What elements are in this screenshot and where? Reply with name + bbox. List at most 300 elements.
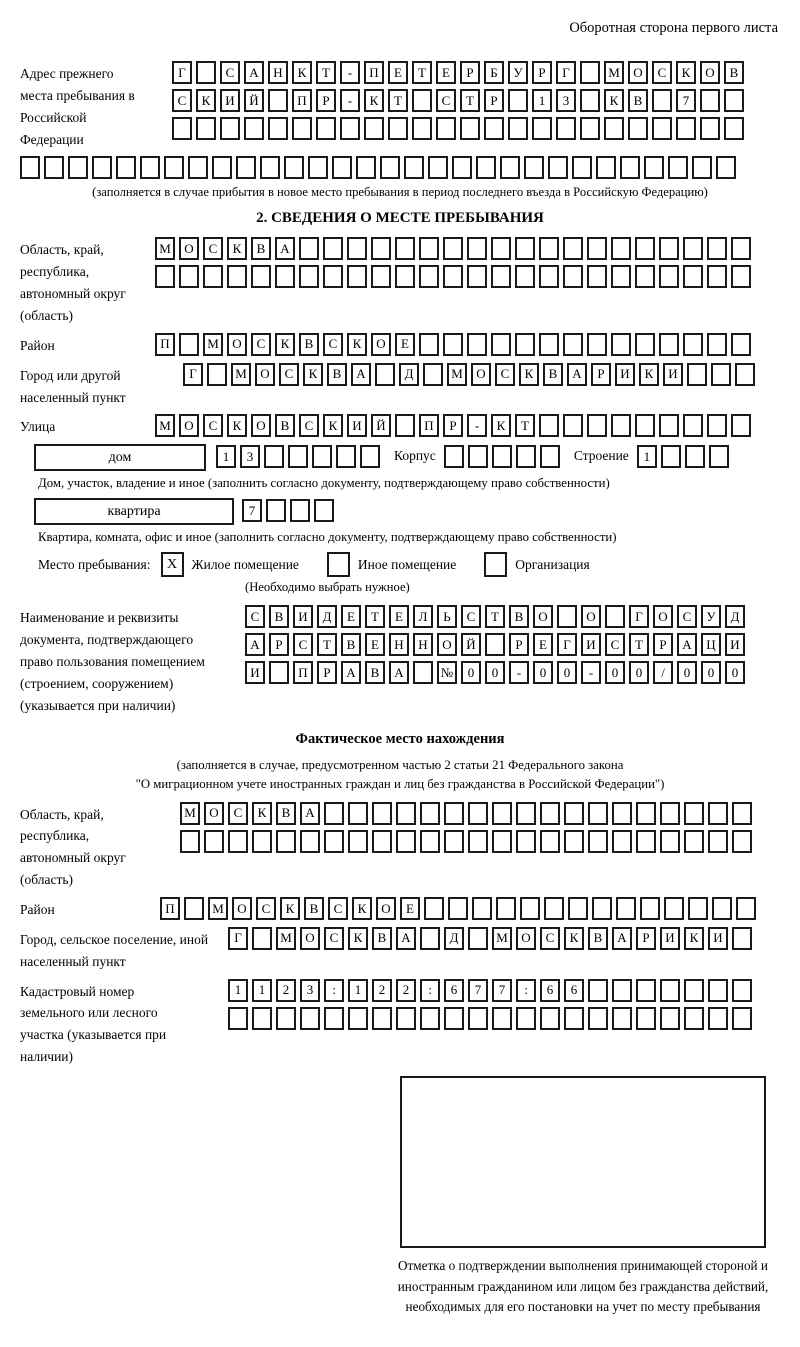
form-cell[interactable]: [596, 156, 616, 179]
form-cell[interactable]: [548, 156, 568, 179]
form-cell[interactable]: О: [533, 605, 553, 628]
form-cell[interactable]: С: [436, 89, 456, 112]
form-cell[interactable]: С: [677, 605, 697, 628]
form-cell[interactable]: Б: [484, 61, 504, 84]
form-cell[interactable]: [275, 265, 295, 288]
form-cell[interactable]: С: [461, 605, 481, 628]
form-cell[interactable]: О: [251, 414, 271, 437]
form-cell[interactable]: С: [172, 89, 192, 112]
form-cell[interactable]: [712, 897, 732, 920]
form-cell[interactable]: [419, 265, 439, 288]
form-cell[interactable]: О: [700, 61, 720, 84]
form-cell[interactable]: [443, 333, 463, 356]
form-cell[interactable]: [587, 414, 607, 437]
form-cell[interactable]: [443, 265, 463, 288]
form-cell[interactable]: [314, 499, 334, 522]
form-cell[interactable]: [324, 830, 344, 853]
form-cell[interactable]: И: [347, 414, 367, 437]
form-cell[interactable]: П: [155, 333, 175, 356]
form-cell[interactable]: М: [203, 333, 223, 356]
form-cell[interactable]: [227, 265, 247, 288]
form-cell[interactable]: [228, 1007, 248, 1030]
form-cell[interactable]: Д: [444, 927, 464, 950]
form-cell[interactable]: К: [676, 61, 696, 84]
form-cell[interactable]: [491, 333, 511, 356]
form-cell[interactable]: [413, 661, 433, 684]
form-cell[interactable]: [188, 156, 208, 179]
form-cell[interactable]: 1: [252, 979, 272, 1002]
form-cell[interactable]: К: [227, 414, 247, 437]
form-cell[interactable]: Г: [629, 605, 649, 628]
form-cell[interactable]: В: [299, 333, 319, 356]
form-cell[interactable]: И: [725, 633, 745, 656]
form-cell[interactable]: [611, 414, 631, 437]
form-cell[interactable]: И: [663, 363, 683, 386]
form-cell[interactable]: 2: [276, 979, 296, 1002]
form-cell[interactable]: [372, 802, 392, 825]
form-cell[interactable]: 2: [396, 979, 416, 1002]
form-cell[interactable]: С: [203, 414, 223, 437]
form-cell[interactable]: [563, 265, 583, 288]
form-cell[interactable]: [659, 414, 679, 437]
form-cell[interactable]: [484, 117, 504, 140]
form-cell[interactable]: [644, 156, 664, 179]
form-cell[interactable]: Е: [341, 605, 361, 628]
form-cell[interactable]: [539, 333, 559, 356]
form-cell[interactable]: С: [328, 897, 348, 920]
form-cell[interactable]: [395, 265, 415, 288]
form-cell[interactable]: У: [701, 605, 721, 628]
form-cell[interactable]: [424, 897, 444, 920]
form-cell[interactable]: [564, 1007, 584, 1030]
form-cell[interactable]: [636, 1007, 656, 1030]
form-cell[interactable]: [172, 117, 192, 140]
form-cell[interactable]: К: [352, 897, 372, 920]
form-cell[interactable]: [544, 897, 564, 920]
form-cell[interactable]: Т: [460, 89, 480, 112]
form-cell[interactable]: [299, 237, 319, 260]
form-cell[interactable]: [323, 265, 343, 288]
form-cell[interactable]: О: [371, 333, 391, 356]
form-cell[interactable]: [179, 265, 199, 288]
stay-option-residential-checkbox[interactable]: X: [161, 552, 184, 577]
form-cell[interactable]: [395, 414, 415, 437]
form-cell[interactable]: [420, 1007, 440, 1030]
form-cell[interactable]: [419, 237, 439, 260]
form-cell[interactable]: М: [155, 414, 175, 437]
form-cell[interactable]: [396, 802, 416, 825]
form-cell[interactable]: [360, 445, 380, 468]
form-cell[interactable]: [207, 363, 227, 386]
form-cell[interactable]: А: [567, 363, 587, 386]
form-cell[interactable]: [467, 265, 487, 288]
form-cell[interactable]: [164, 156, 184, 179]
form-cell[interactable]: 0: [677, 661, 697, 684]
form-cell[interactable]: [684, 979, 704, 1002]
form-cell[interactable]: С: [652, 61, 672, 84]
form-cell[interactable]: [708, 830, 728, 853]
form-cell[interactable]: [716, 156, 736, 179]
form-cell[interactable]: [92, 156, 112, 179]
form-cell[interactable]: [661, 445, 681, 468]
form-cell[interactable]: [508, 89, 528, 112]
form-cell[interactable]: -: [581, 661, 601, 684]
form-cell[interactable]: [731, 414, 751, 437]
form-cell[interactable]: О: [471, 363, 491, 386]
form-cell[interactable]: [711, 363, 731, 386]
form-cell[interactable]: [563, 414, 583, 437]
form-cell[interactable]: [276, 830, 296, 853]
form-cell[interactable]: [395, 237, 415, 260]
form-cell[interactable]: В: [327, 363, 347, 386]
form-cell[interactable]: В: [275, 414, 295, 437]
form-cell[interactable]: [428, 156, 448, 179]
form-cell[interactable]: [300, 1007, 320, 1030]
form-cell[interactable]: П: [293, 661, 313, 684]
form-cell[interactable]: [676, 117, 696, 140]
form-cell[interactable]: [468, 802, 488, 825]
form-cell[interactable]: [685, 445, 705, 468]
form-cell[interactable]: [140, 156, 160, 179]
form-cell[interactable]: [636, 830, 656, 853]
form-cell[interactable]: [684, 802, 704, 825]
form-cell[interactable]: /: [653, 661, 673, 684]
form-cell[interactable]: [683, 414, 703, 437]
form-cell[interactable]: 0: [701, 661, 721, 684]
form-cell[interactable]: [732, 802, 752, 825]
form-cell[interactable]: [516, 830, 536, 853]
form-cell[interactable]: [588, 830, 608, 853]
form-cell[interactable]: 0: [461, 661, 481, 684]
form-cell[interactable]: [251, 265, 271, 288]
form-cell[interactable]: [683, 265, 703, 288]
form-cell[interactable]: [587, 265, 607, 288]
form-cell[interactable]: [204, 830, 224, 853]
form-cell[interactable]: В: [724, 61, 744, 84]
form-cell[interactable]: [492, 445, 512, 468]
form-cell[interactable]: [515, 265, 535, 288]
form-cell[interactable]: [324, 802, 344, 825]
form-cell[interactable]: В: [543, 363, 563, 386]
form-cell[interactable]: Ь: [437, 605, 457, 628]
form-cell[interactable]: С: [323, 333, 343, 356]
stay-option-other-checkbox[interactable]: [327, 552, 350, 577]
form-cell[interactable]: [508, 117, 528, 140]
form-cell[interactable]: [312, 445, 332, 468]
form-cell[interactable]: 7: [242, 499, 262, 522]
form-cell[interactable]: [252, 830, 272, 853]
form-cell[interactable]: М: [447, 363, 467, 386]
form-cell[interactable]: 1: [348, 979, 368, 1002]
form-cell[interactable]: О: [204, 802, 224, 825]
form-cell[interactable]: Г: [183, 363, 203, 386]
form-cell[interactable]: И: [615, 363, 635, 386]
form-cell[interactable]: [540, 1007, 560, 1030]
form-cell[interactable]: М: [492, 927, 512, 950]
form-cell[interactable]: [420, 927, 440, 950]
form-cell[interactable]: К: [323, 414, 343, 437]
form-cell[interactable]: О: [376, 897, 396, 920]
form-cell[interactable]: [500, 156, 520, 179]
form-cell[interactable]: О: [628, 61, 648, 84]
form-cell[interactable]: [628, 117, 648, 140]
form-cell[interactable]: П: [419, 414, 439, 437]
form-cell[interactable]: Е: [533, 633, 553, 656]
form-cell[interactable]: [496, 897, 516, 920]
form-cell[interactable]: [564, 830, 584, 853]
form-cell[interactable]: [380, 156, 400, 179]
form-cell[interactable]: [700, 117, 720, 140]
form-cell[interactable]: И: [245, 661, 265, 684]
form-cell[interactable]: [443, 237, 463, 260]
form-cell[interactable]: [616, 897, 636, 920]
form-cell[interactable]: Н: [268, 61, 288, 84]
form-cell[interactable]: [468, 830, 488, 853]
form-cell[interactable]: -: [509, 661, 529, 684]
form-cell[interactable]: [707, 237, 727, 260]
form-cell[interactable]: [724, 117, 744, 140]
form-cell[interactable]: В: [588, 927, 608, 950]
form-cell[interactable]: [444, 802, 464, 825]
form-cell[interactable]: [684, 830, 704, 853]
form-cell[interactable]: :: [516, 979, 536, 1002]
form-cell[interactable]: [604, 117, 624, 140]
stay-option-organization-checkbox[interactable]: [484, 552, 507, 577]
form-cell[interactable]: Е: [436, 61, 456, 84]
form-cell[interactable]: [709, 445, 729, 468]
form-cell[interactable]: [364, 117, 384, 140]
form-cell[interactable]: О: [179, 414, 199, 437]
form-cell[interactable]: [664, 897, 684, 920]
form-cell[interactable]: [611, 265, 631, 288]
form-cell[interactable]: [587, 333, 607, 356]
form-cell[interactable]: Й: [244, 89, 264, 112]
form-cell[interactable]: К: [364, 89, 384, 112]
form-cell[interactable]: М: [604, 61, 624, 84]
form-cell[interactable]: [659, 333, 679, 356]
form-cell[interactable]: С: [256, 897, 276, 920]
form-cell[interactable]: [635, 237, 655, 260]
form-cell[interactable]: [316, 117, 336, 140]
form-cell[interactable]: П: [292, 89, 312, 112]
form-cell[interactable]: Г: [556, 61, 576, 84]
form-cell[interactable]: В: [276, 802, 296, 825]
form-cell[interactable]: [515, 237, 535, 260]
form-cell[interactable]: Й: [461, 633, 481, 656]
form-cell[interactable]: [556, 117, 576, 140]
form-cell[interactable]: К: [292, 61, 312, 84]
form-cell[interactable]: [371, 237, 391, 260]
form-cell[interactable]: В: [304, 897, 324, 920]
form-cell[interactable]: [516, 445, 536, 468]
form-cell[interactable]: [732, 1007, 752, 1030]
form-cell[interactable]: А: [351, 363, 371, 386]
form-cell[interactable]: 2: [372, 979, 392, 1002]
form-cell[interactable]: [612, 830, 632, 853]
form-cell[interactable]: [276, 1007, 296, 1030]
form-cell[interactable]: И: [708, 927, 728, 950]
form-cell[interactable]: 0: [605, 661, 625, 684]
form-cell[interactable]: А: [612, 927, 632, 950]
form-cell[interactable]: Т: [412, 61, 432, 84]
form-cell[interactable]: Д: [317, 605, 337, 628]
form-cell[interactable]: [264, 445, 284, 468]
form-cell[interactable]: [436, 117, 456, 140]
form-cell[interactable]: [587, 237, 607, 260]
form-cell[interactable]: Е: [395, 333, 415, 356]
form-cell[interactable]: [708, 1007, 728, 1030]
form-cell[interactable]: О: [227, 333, 247, 356]
form-cell[interactable]: О: [437, 633, 457, 656]
form-cell[interactable]: В: [251, 237, 271, 260]
form-cell[interactable]: [732, 979, 752, 1002]
form-cell[interactable]: [468, 927, 488, 950]
form-cell[interactable]: [356, 156, 376, 179]
form-cell[interactable]: [707, 265, 727, 288]
form-cell[interactable]: [492, 802, 512, 825]
form-cell[interactable]: 6: [540, 979, 560, 1002]
form-cell[interactable]: [68, 156, 88, 179]
form-cell[interactable]: Р: [532, 61, 552, 84]
form-cell[interactable]: О: [300, 927, 320, 950]
form-cell[interactable]: А: [389, 661, 409, 684]
form-cell[interactable]: А: [244, 61, 264, 84]
form-cell[interactable]: [635, 414, 655, 437]
form-cell[interactable]: [516, 1007, 536, 1030]
form-cell[interactable]: П: [160, 897, 180, 920]
form-cell[interactable]: [708, 979, 728, 1002]
form-cell[interactable]: [420, 802, 440, 825]
form-cell[interactable]: [467, 333, 487, 356]
form-cell[interactable]: О: [516, 927, 536, 950]
form-cell[interactable]: [539, 265, 559, 288]
form-cell[interactable]: Г: [557, 633, 577, 656]
form-cell[interactable]: [568, 897, 588, 920]
form-cell[interactable]: М: [276, 927, 296, 950]
form-cell[interactable]: Е: [389, 605, 409, 628]
form-cell[interactable]: [236, 156, 256, 179]
form-cell[interactable]: [332, 156, 352, 179]
form-cell[interactable]: [448, 897, 468, 920]
form-cell[interactable]: Е: [365, 633, 385, 656]
form-cell[interactable]: [420, 830, 440, 853]
form-cell[interactable]: Г: [228, 927, 248, 950]
form-cell[interactable]: [288, 445, 308, 468]
form-cell[interactable]: М: [180, 802, 200, 825]
form-cell[interactable]: [299, 265, 319, 288]
form-cell[interactable]: [732, 927, 752, 950]
form-cell[interactable]: Р: [316, 89, 336, 112]
form-cell[interactable]: [340, 117, 360, 140]
form-cell[interactable]: М: [155, 237, 175, 260]
form-cell[interactable]: В: [269, 605, 289, 628]
form-cell[interactable]: [212, 156, 232, 179]
form-cell[interactable]: Т: [515, 414, 535, 437]
form-cell[interactable]: [284, 156, 304, 179]
form-cell[interactable]: [268, 89, 288, 112]
form-cell[interactable]: [412, 117, 432, 140]
form-cell[interactable]: :: [324, 979, 344, 1002]
form-cell[interactable]: О: [232, 897, 252, 920]
form-cell[interactable]: [635, 333, 655, 356]
form-cell[interactable]: 3: [240, 445, 260, 468]
form-cell[interactable]: [636, 979, 656, 1002]
form-cell[interactable]: [268, 117, 288, 140]
form-cell[interactable]: В: [365, 661, 385, 684]
form-cell[interactable]: [372, 830, 392, 853]
form-cell[interactable]: [524, 156, 544, 179]
form-cell[interactable]: С: [245, 605, 265, 628]
form-cell[interactable]: 6: [444, 979, 464, 1002]
form-cell[interactable]: С: [495, 363, 515, 386]
form-cell[interactable]: [732, 830, 752, 853]
form-cell[interactable]: Д: [725, 605, 745, 628]
form-cell[interactable]: [372, 1007, 392, 1030]
form-cell[interactable]: В: [341, 633, 361, 656]
form-cell[interactable]: [588, 802, 608, 825]
form-cell[interactable]: 7: [492, 979, 512, 1002]
form-cell[interactable]: [652, 89, 672, 112]
form-cell[interactable]: Т: [629, 633, 649, 656]
form-cell[interactable]: [736, 897, 756, 920]
form-cell[interactable]: Е: [388, 61, 408, 84]
form-cell[interactable]: Р: [317, 661, 337, 684]
form-cell[interactable]: [396, 830, 416, 853]
form-cell[interactable]: [396, 1007, 416, 1030]
form-cell[interactable]: Т: [317, 633, 337, 656]
form-cell[interactable]: 0: [725, 661, 745, 684]
form-cell[interactable]: [476, 156, 496, 179]
form-cell[interactable]: К: [348, 927, 368, 950]
form-cell[interactable]: [252, 927, 272, 950]
form-cell[interactable]: [520, 897, 540, 920]
form-cell[interactable]: [580, 61, 600, 84]
form-cell[interactable]: [485, 633, 505, 656]
form-cell[interactable]: О: [581, 605, 601, 628]
form-cell[interactable]: [44, 156, 64, 179]
form-cell[interactable]: О: [255, 363, 275, 386]
form-cell[interactable]: [336, 445, 356, 468]
form-cell[interactable]: У: [508, 61, 528, 84]
form-cell[interactable]: [348, 830, 368, 853]
form-cell[interactable]: К: [196, 89, 216, 112]
form-cell[interactable]: [323, 237, 343, 260]
form-cell[interactable]: [636, 802, 656, 825]
form-cell[interactable]: [290, 499, 310, 522]
form-cell[interactable]: [375, 363, 395, 386]
form-cell[interactable]: К: [519, 363, 539, 386]
form-cell[interactable]: К: [564, 927, 584, 950]
form-cell[interactable]: С: [228, 802, 248, 825]
form-cell[interactable]: [563, 237, 583, 260]
form-cell[interactable]: [611, 333, 631, 356]
form-cell[interactable]: И: [581, 633, 601, 656]
form-cell[interactable]: [155, 265, 175, 288]
form-cell[interactable]: 6: [564, 979, 584, 1002]
form-cell[interactable]: [707, 333, 727, 356]
form-cell[interactable]: [515, 333, 535, 356]
form-cell[interactable]: [492, 1007, 512, 1030]
form-cell[interactable]: 3: [556, 89, 576, 112]
form-cell[interactable]: [324, 1007, 344, 1030]
form-cell[interactable]: [20, 156, 40, 179]
form-cell[interactable]: Р: [460, 61, 480, 84]
form-cell[interactable]: Р: [443, 414, 463, 437]
form-cell[interactable]: [660, 830, 680, 853]
form-cell[interactable]: [404, 156, 424, 179]
form-cell[interactable]: [731, 333, 751, 356]
form-cell[interactable]: -: [340, 61, 360, 84]
